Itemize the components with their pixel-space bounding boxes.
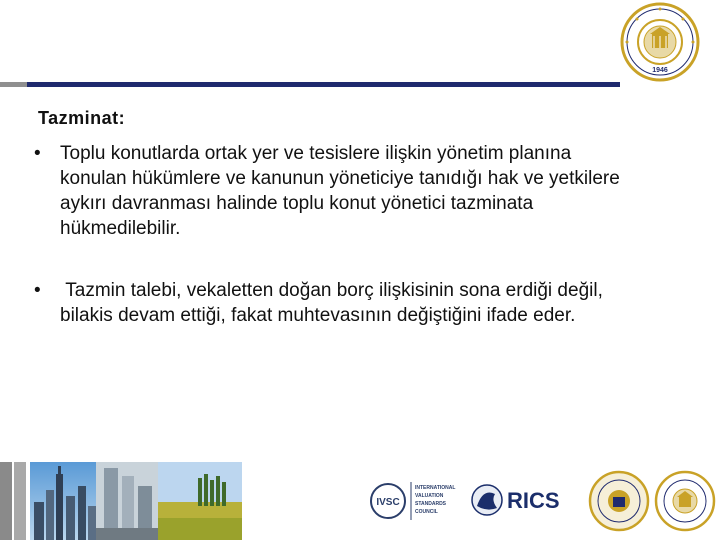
- slide-heading: Tazminat:: [38, 108, 126, 128]
- bullet-text: Tazmin talebi, vekaletten doğan borç ilişkisinin sona erdiği değil, bilakis devam ettiği, fakat muhtevasının değiştiğini ifade eder.: [60, 280, 609, 326]
- footer-bar: [14, 462, 26, 540]
- footer-strip: [0, 462, 720, 540]
- rics-logo-text: RICS: [507, 488, 560, 513]
- ivsc-full-line: COUNCIL: [415, 509, 438, 515]
- header-rule-blue: [27, 82, 620, 87]
- countryside-image: [158, 462, 242, 540]
- ivsc-logo-text: IVSC: [376, 497, 400, 508]
- bullet-item: [34, 141, 638, 241]
- ivsc-full-line: VALUATION: [415, 493, 444, 499]
- ivsc-full-line: STANDARDS: [415, 501, 447, 507]
- bullet-dot-icon: •: [34, 143, 41, 164]
- ivsc-full-line: INTERNATIONAL: [415, 485, 456, 491]
- ankara-university-seal-icon: [620, 2, 700, 82]
- bullet-item: [34, 278, 638, 328]
- office-towers-image: [96, 462, 158, 540]
- seal-year: 1946: [652, 67, 668, 74]
- bullet-text: Toplu konutlarda ortak yer ve tesislere ilişkin yönetim planına konulan hükümlere ve kanunun yöneticiye tanıdığı hak ve yetkilere aykırı davranması halinde toplu konut yönetici tazminata hükmedilebilir.: [60, 143, 620, 239]
- partner-logos: [365, 464, 720, 538]
- bullet-dot-icon: •: [34, 280, 41, 301]
- footer-bar: [0, 462, 12, 540]
- city-skyline-image: [30, 462, 96, 540]
- header-rule-gray: [0, 82, 27, 87]
- slide-content: [34, 108, 638, 328]
